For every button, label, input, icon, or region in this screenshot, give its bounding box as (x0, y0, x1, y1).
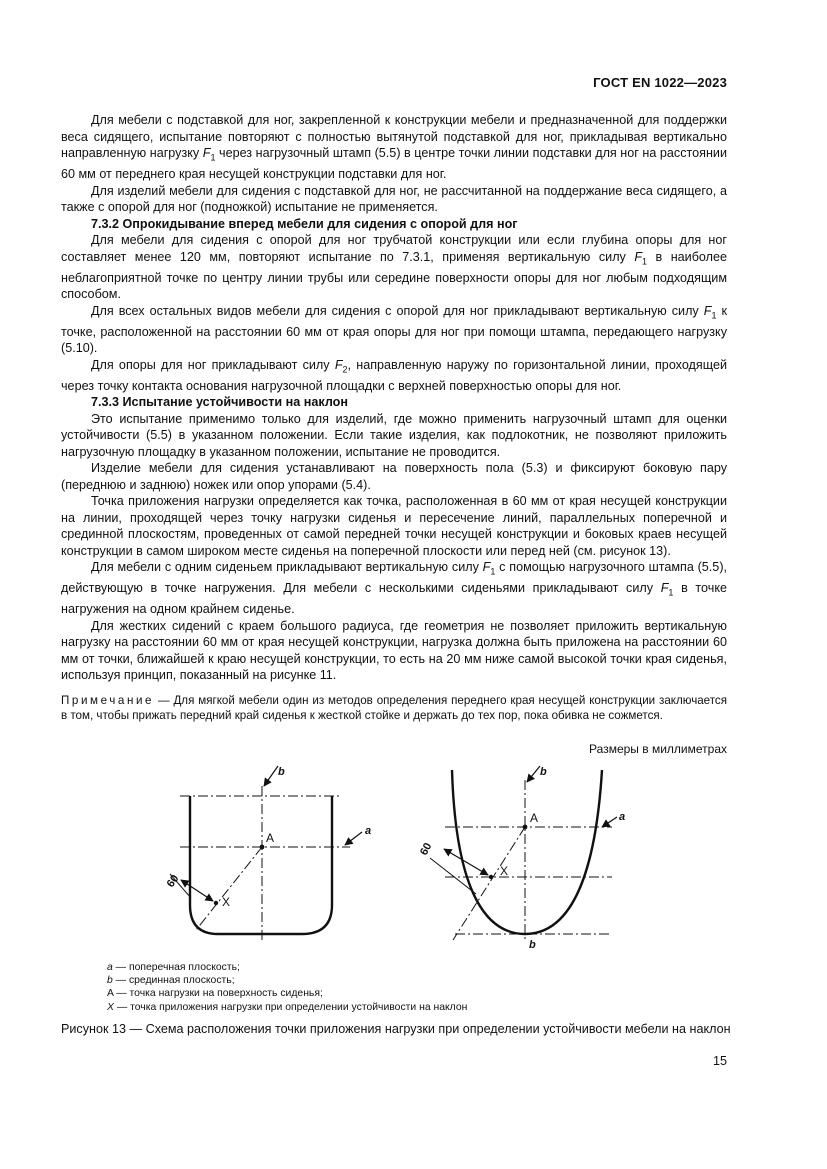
dimension-60-label: 60 (164, 872, 182, 890)
load-diagonal (196, 847, 262, 930)
document-body (61, 112, 727, 724)
curved-seat-outline (452, 770, 602, 934)
section-heading-7-3-2: 7.3.2 Опрокидывание вперед мебели для сидения с опорой для ног (91, 216, 518, 231)
paragraph: Для мебели с одним сиденьем прикладывают вертикальную силу $F_1$ с помощью нагрузочного штампа (5.5), действующую в точке нагружения. Для мебели с несколькими сиденьями прикладывают силу $F_1$ в точке нагружения на одном крайнем сиденье. (61, 560, 728, 617)
paragraph: Для всех остальных видов мебели для сидения с опорой для ног прикладывают вертикальную силу $F_1$ к точке, расположенной на расстоянии 60 мм от края опоры для ног при помощи штампа, передающего нагрузку (5.10). (61, 303, 727, 356)
paragraph: Изделие мебели для сидения устанавливают на поверхность пола (5.3) и фиксируют боковую пару (переднюю и заднюю) ножек или опор упорами (5.4). (61, 461, 727, 492)
left-seat-diagram (170, 766, 362, 940)
paragraph: Это испытание применимо только для изделий, где можно применить нагрузочный штамп для оценки устойчивости (5.5) в указанном положении. Если такие изделия, как подлокотник, не позволяют приложить нагрузочную площадку в указанном положении, испытание не проводится. (61, 411, 727, 459)
label-b: b (278, 766, 285, 778)
load-diagonal (453, 827, 525, 940)
legend-item: b — срединная плоскость; (107, 975, 235, 987)
paragraph: Точка приложения нагрузки определяется как точка, расположенная в 60 мм от края несущей конструкции на линии, проходящей через точку нагрузки сиденья и пересечение линий, параллельных поперечной и срединной плоскостям, проведенных от самой передней точки несущей конструкции и боковых краев несущей конструкции в самом широком месте сиденья на поперечной плоскости или перед ней (см. рисунок 13). (61, 494, 727, 558)
paragraph: Для мебели с подставкой для ног, закрепленной к конструкции мебели и предназначенной для поддержки веса сидящего, испытание повторяют с полностью вытянутой подставкой для ног, прикладывая вертикально направленную нагрузку $F_1$ через нагрузочный штамп (5.5) в центре точки линии подставки для ног на расстоянии 60 мм от переднего края несущей конструкции подставки для ног. (61, 113, 727, 182)
page-number: 15 (712, 1054, 727, 1068)
dimension-60-arrow (181, 880, 213, 901)
point-X (489, 875, 493, 879)
label-b-top: b (540, 766, 547, 778)
figure-legend (107, 961, 467, 1014)
dimension-60-label: 60 (418, 840, 435, 858)
dimensions-note: Размеры в миллиметрах (589, 742, 727, 756)
paragraph: Для мебели для сидения с опорой для ног трубчатой конструкции или если глубина опоры для ног составляет менее 120 мм, повторяют испытание по 7.3.1, применяя вертикальную силу $F_1$ в наиболее неблагоприятной точке по центру линии трубы или середине поверхности опоры для ног любым подходящим способом. (61, 233, 728, 302)
label-a: a (365, 825, 372, 837)
arrow-a (345, 832, 362, 845)
arrow-b-top (527, 766, 540, 782)
note: Примечание — Для мягкой мебели один из методов определения переднего края несущей конструкции заключается в том, чтобы прижать передний край сиденья к жесткой стойке и держать до тех пор, пока обивка не сожмется. (61, 693, 727, 723)
paragraph: Для жестких сидений с краем большого радиуса, где геометрия не позволяет приложить вертикальную нагрузку на расстоянии 60 мм от края несущей конструкции, нагрузка должна быть приложена на расстоянии 60 мм от точки, ближайшей к краю несущей конструкции, то есть на 20 мм ниже самой высокой точки края сиденья, используя принцип, показанный на рисунке 11. (61, 618, 727, 683)
label-a: a (619, 811, 626, 823)
arrow-b (264, 766, 278, 786)
point-A (523, 825, 528, 830)
paragraph: Для изделий мебели для сидения с подставкой для ног, не рассчитанной на поддержание веса сидящего, а также с опорой для ног (подножкой) испытание не применяется. (61, 183, 727, 215)
seat-outline (190, 796, 332, 934)
right-seat-diagram (430, 766, 617, 940)
figure-caption: Рисунок 13 — Схема расположения точки приложения нагрузки при определении устойчивости мебели на наклон (61, 1022, 731, 1036)
document-code: ГОСТ EN 1022—2023 (593, 75, 727, 90)
label-A: A (266, 831, 275, 845)
legend-item: X — точка приложения нагрузки при определении устойчивости на наклон (107, 1001, 468, 1013)
label-A: A (530, 811, 539, 825)
figure-13-diagram (150, 760, 630, 960)
label-b-bottom: b (529, 939, 536, 951)
legend-item: A — точка нагрузки на поверхность сиденья; (107, 988, 323, 1000)
label-X: X (500, 864, 509, 878)
section-heading-7-3-3: 7.3.3 Испытание устойчивости на наклон (91, 395, 348, 410)
arrow-a (602, 817, 617, 827)
point-X (214, 901, 218, 905)
paragraph: Для опоры для ног прикладывают силу $F_2$, направленную наружу по горизонтальной линии, проходящей через точку контакта основания нагрузочной площадки с верхней поверхностью опоры для ног. (61, 357, 727, 393)
point-A (260, 845, 265, 850)
legend-item: a — поперечная плоскость; (107, 962, 240, 973)
label-X: X (222, 895, 231, 909)
